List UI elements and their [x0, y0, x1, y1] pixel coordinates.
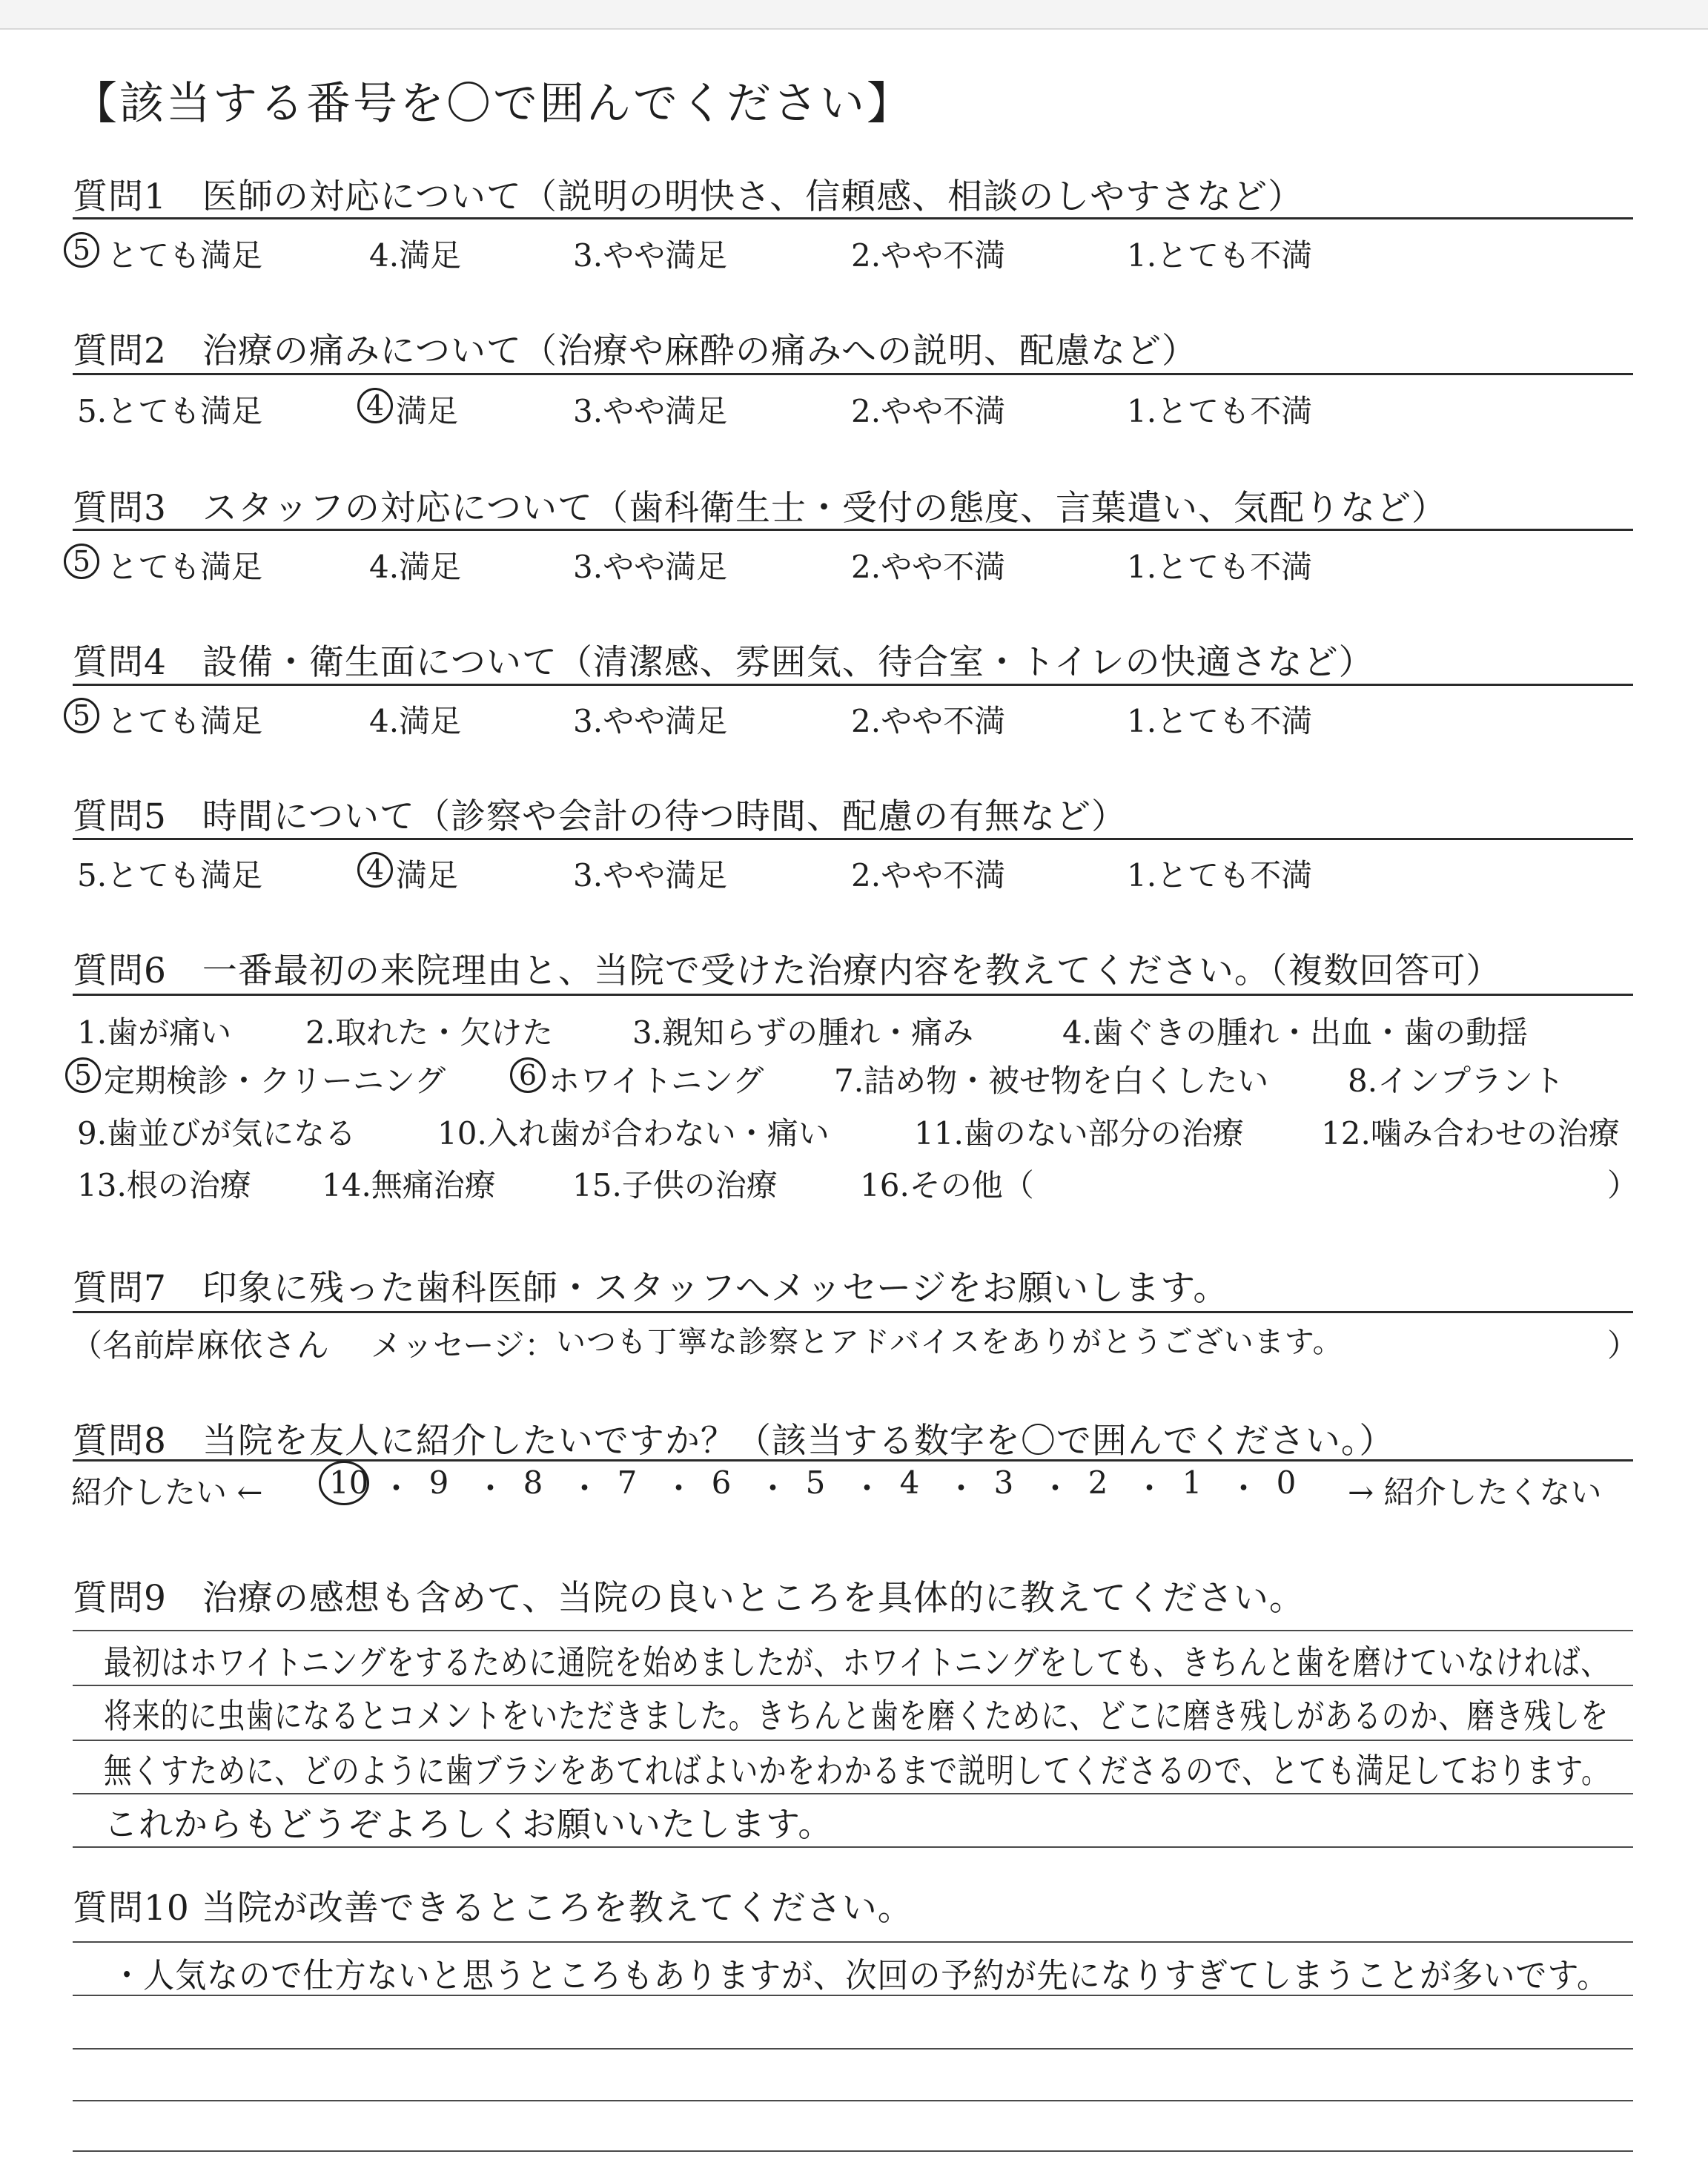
q9-line-1 — [73, 1630, 1633, 1631]
selected-circle-q4-value: 5 — [72, 699, 91, 732]
q5-option-3[interactable]: 3.やや満足 — [573, 857, 728, 894]
question-2-heading: 質問2 治療の痛みについて（治療や麻酔の痛みへの説明、配慮など） — [73, 331, 1198, 371]
selected-circle-q5[interactable] — [357, 852, 393, 888]
q9-answer-line-2[interactable]: 将来的に虫歯になるとコメントをいただきました。きちんと歯を磨くために、どこに磨き残しがあるのか、磨き残しを — [104, 1696, 1609, 1736]
question-2-rule — [73, 373, 1633, 375]
q6-item-11[interactable]: 11.歯のない部分の治療 — [914, 1115, 1244, 1152]
q10-line-3 — [73, 2048, 1633, 2050]
selected-circle-q2[interactable] — [357, 388, 393, 423]
q8-left-label: 紹介したい ← — [71, 1474, 263, 1510]
q9-line-2 — [73, 1685, 1633, 1686]
q4-option-3[interactable]: 3.やや満足 — [573, 703, 728, 739]
question-7-rule — [73, 1311, 1633, 1313]
q7-close-paren: ） — [1607, 1327, 1639, 1364]
q8-scale-separator: ・ — [380, 1470, 412, 1507]
q1-option-2[interactable]: 2.やや不満 — [851, 237, 1006, 274]
question-8-rule — [73, 1459, 1633, 1462]
q8-scale-value-2[interactable]: 2 — [1088, 1464, 1108, 1501]
q4-option-4[interactable]: 4.満足 — [369, 703, 462, 739]
q6-item-1[interactable]: 1.歯が痛い — [77, 1014, 232, 1051]
q7-name-label: （名前： — [71, 1327, 196, 1364]
question-5-rule — [73, 838, 1633, 840]
q6-item-9[interactable]: 9.歯並びが気になる — [77, 1115, 357, 1152]
question-1-rule — [73, 217, 1633, 219]
selected-circle-q6-6[interactable] — [510, 1057, 546, 1093]
q10-line-4 — [73, 2100, 1633, 2101]
q2-option-2[interactable]: 2.やや不満 — [851, 393, 1006, 429]
q8-scale-value-5[interactable]: 5 — [805, 1464, 826, 1501]
q7-name-value[interactable]: 岸麻依さん — [163, 1327, 330, 1364]
page-title: 【該当する番号を〇で囲んでください】 — [73, 78, 913, 130]
q9-line-3 — [73, 1740, 1633, 1741]
q9-answer-line-4[interactable]: これからもどうぞよろしくお願いいたします。 — [104, 1804, 833, 1844]
q2-option-4[interactable]: 満足 — [396, 393, 459, 429]
q9-answer-line-1[interactable]: 最初はホワイトニングをするために通院を始めましたが、ホワイトニングをしても、きちんと歯を磨けていなければ、 — [104, 1642, 1609, 1682]
question-9-heading: 質問9 治療の感想も含めて、当院の良いところを具体的に教えてください。 — [73, 1578, 1305, 1619]
q8-right-label: → 紹介したくない — [1348, 1474, 1602, 1510]
question-3-rule — [73, 529, 1633, 531]
q8-scale-separator: ・ — [945, 1470, 977, 1507]
q5-option-5[interactable]: 5.とても満足 — [77, 857, 263, 894]
q5-option-2[interactable]: 2.やや不満 — [851, 857, 1006, 894]
q9-line-4 — [73, 1793, 1633, 1794]
q8-scale-value-10[interactable]: 10 — [329, 1464, 369, 1501]
q2-option-1[interactable]: 1.とても不満 — [1127, 393, 1313, 429]
q8-scale-value-8[interactable]: 8 — [523, 1464, 543, 1501]
selected-circle-q6-5[interactable] — [65, 1057, 101, 1093]
selected-circle-q6-6-value: 6 — [518, 1059, 537, 1091]
q8-scale-separator: ・ — [474, 1470, 506, 1507]
q4-option-2[interactable]: 2.やや不満 — [851, 703, 1006, 739]
q6-item-5[interactable]: 定期検診・クリーニング — [104, 1063, 446, 1099]
q9-line-5 — [73, 1846, 1633, 1848]
question-8-heading: 質問8 当院を友人に紹介したいですか？（該当する数字を〇で囲んでください。） — [73, 1421, 1395, 1462]
q10-answer-line-1[interactable]: ・人気なので仕方ないと思うところもありますが、次回の予約が先になりすぎてしまうことが多いです。 — [111, 1955, 1609, 1995]
q7-message-value[interactable]: いつも丁寧な診察とアドバイスをありがとうございます。 — [556, 1325, 1343, 1359]
q1-option-5[interactable]: とても満足 — [107, 237, 263, 274]
q2-option-5[interactable]: 5.とても満足 — [77, 393, 263, 429]
question-4-heading: 質問4 設備・衛生面について（清潔感、雰囲気、待合室・トイレの快適さなど） — [73, 642, 1374, 683]
question-5-heading: 質問5 時間について（診察や会計の待つ時間、配慮の有無など） — [73, 796, 1127, 837]
q8-scale-separator: ・ — [1133, 1470, 1165, 1507]
question-6-rule — [73, 994, 1633, 996]
q8-scale-value-4[interactable]: 4 — [899, 1464, 920, 1501]
q6-item-10[interactable]: 10.入れ歯が合わない・痛い — [437, 1115, 830, 1152]
q2-option-3[interactable]: 3.やや満足 — [573, 393, 728, 429]
question-1-heading: 質問1 医師の対応について（説明の明快さ、信頼感、相談のしやすさなど） — [73, 176, 1304, 217]
selected-circle-q1-value: 5 — [72, 234, 91, 266]
q6-item-13[interactable]: 13.根の治療 — [77, 1167, 251, 1203]
q7-message-label: メッセージ： — [371, 1327, 556, 1364]
q1-option-3[interactable]: 3.やや満足 — [573, 237, 728, 274]
q4-option-5[interactable]: とても満足 — [107, 703, 263, 739]
q6-item-7[interactable]: 7.詰め物・被せ物を白くしたい — [834, 1063, 1269, 1099]
q3-option-2[interactable]: 2.やや不満 — [851, 549, 1006, 585]
q8-scale-value-6[interactable]: 6 — [711, 1464, 732, 1501]
q10-line-1 — [73, 1941, 1633, 1943]
q4-option-1[interactable]: 1.とても不満 — [1127, 703, 1313, 739]
q10-line-5 — [73, 2150, 1633, 2152]
q8-scale-separator: ・ — [757, 1470, 789, 1507]
q8-scale-separator: ・ — [569, 1470, 600, 1507]
q3-option-5[interactable]: とても満足 — [107, 549, 263, 585]
q3-option-4[interactable]: 4.満足 — [369, 549, 462, 585]
q5-option-1[interactable]: 1.とても不満 — [1127, 857, 1313, 894]
q5-option-4[interactable]: 満足 — [396, 857, 459, 894]
q8-scale-separator: ・ — [1228, 1470, 1260, 1507]
q6-item-16[interactable]: 16.その他（ — [860, 1167, 1034, 1203]
q8-scale-value-0[interactable]: 0 — [1276, 1464, 1297, 1501]
q6-item-3[interactable]: 3.親知らずの腫れ・痛み — [632, 1014, 974, 1051]
q1-option-1[interactable]: 1.とても不満 — [1127, 237, 1313, 274]
q8-scale-separator: ・ — [1039, 1470, 1071, 1507]
question-6-heading: 質問6 一番最初の来院理由と、当院で受けた治療内容を教えてください。（複数回答可） — [73, 951, 1502, 991]
q6-item-8[interactable]: 8.インプラント — [1348, 1063, 1565, 1099]
q8-scale-value-9[interactable]: 9 — [428, 1464, 449, 1501]
selected-circle-q6-5-value: 5 — [73, 1059, 93, 1091]
q6-item-14[interactable]: 14.無痛治療 — [322, 1167, 496, 1203]
question-7-heading: 質問7 印象に残った歯科医師・スタッフへメッセージをお願いします。 — [73, 1268, 1229, 1309]
question-3-heading: 質問3 スタッフの対応について（歯科衛生士・受付の態度、言葉遣い、気配りなど） — [73, 488, 1447, 529]
selected-circle-q5-value: 4 — [365, 853, 385, 886]
q1-option-4[interactable]: 4.満足 — [369, 237, 462, 274]
q8-scale-value-7[interactable]: 7 — [617, 1464, 638, 1501]
selected-circle-q3-value: 5 — [72, 545, 91, 578]
q9-answer-line-3[interactable]: 無くすために、どのように歯ブラシをあてればよいかをわかるまで説明してくださるので、とても満足しております。 — [104, 1751, 1610, 1791]
scan-top-edge — [0, 0, 1708, 30]
question-10-heading: 質問10 当院が改善できるところを教えてください。 — [73, 1888, 913, 1929]
q3-option-3[interactable]: 3.やや満足 — [573, 549, 728, 585]
q6-item-15[interactable]: 15.子供の治療 — [572, 1167, 778, 1203]
q6-item-6[interactable]: ホワイトニング — [549, 1063, 764, 1099]
q3-option-1[interactable]: 1.とても不満 — [1127, 549, 1313, 585]
question-4-rule — [73, 684, 1633, 686]
q8-scale-value-3[interactable]: 3 — [993, 1464, 1014, 1501]
q6-item-2[interactable]: 2.取れた・欠けた — [305, 1014, 554, 1051]
q8-scale-separator: ・ — [851, 1470, 883, 1507]
q6-item-4[interactable]: 4.歯ぐきの腫れ・出血・歯の動揺 — [1062, 1014, 1529, 1051]
q6-other-close-paren: ） — [1607, 1167, 1639, 1203]
selected-circle-q2-value: 4 — [365, 389, 385, 422]
q8-scale-value-1[interactable]: 1 — [1182, 1464, 1202, 1501]
q6-item-12[interactable]: 12.噛み合わせの治療 — [1321, 1115, 1620, 1152]
q8-scale-separator: ・ — [663, 1470, 695, 1507]
